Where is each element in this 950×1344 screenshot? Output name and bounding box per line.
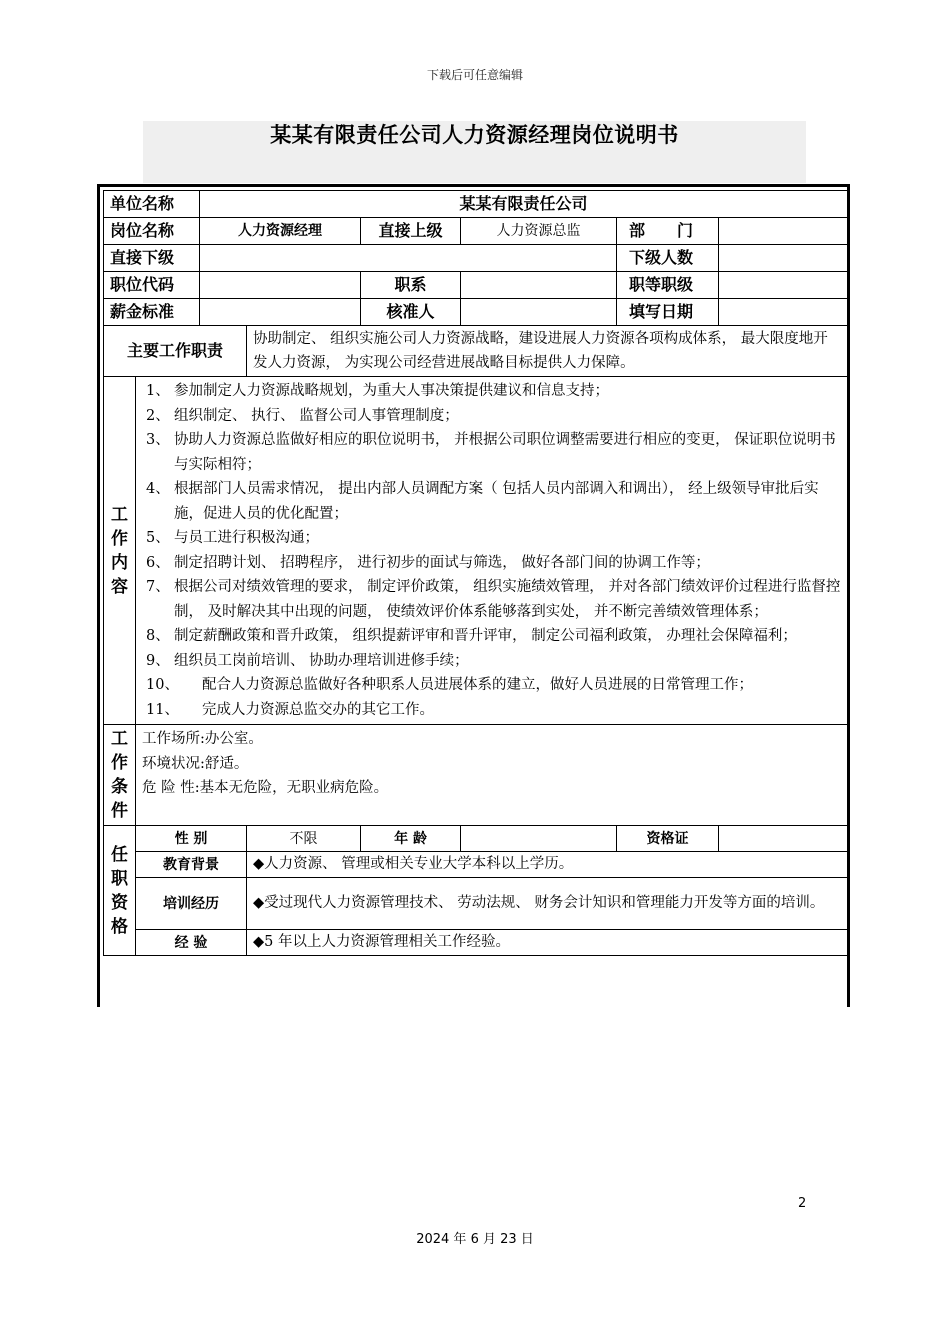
code-value [200, 272, 361, 299]
row-work-content [104, 377, 848, 725]
cert-label: 资格证 [617, 826, 719, 852]
gender-value: 不限 [247, 826, 361, 852]
row-conditions [104, 725, 848, 826]
salary-label: 薪金标准 [104, 299, 200, 326]
date-value [719, 299, 848, 326]
row-code [104, 272, 848, 299]
superior-value: 人力资源总监 [461, 218, 617, 245]
age-label: 年 龄 [361, 826, 461, 852]
subordinate-label: 直接下级 [104, 245, 200, 272]
conditions-label: 工 作 条 件 [104, 725, 136, 826]
position-value: 人力资源经理 [200, 218, 361, 245]
list-item: 1、 参加制定人力资源战略规划，为重大人事决策提供建议和信息支持； [146, 383, 609, 399]
work-content-label: 工 作 内 容 [104, 377, 136, 725]
job-description-table [103, 190, 848, 956]
row-subordinate [104, 245, 848, 272]
page-title: 某某有限责任公司人力资源经理岗位说明书 [270, 123, 679, 147]
unit-value: 某某有限责任公司 [200, 191, 848, 218]
list-item: 3、 协助人力资源总监做好相应的职位说明书， 并根据公司职位调整需要进行相应的变更， 保证职位说明书与实际相符； [146, 432, 836, 473]
sub-count-value [719, 245, 848, 272]
row-unit [104, 191, 848, 218]
work-content-list [136, 377, 848, 725]
row-experience [104, 930, 848, 956]
list-item: 5、 与员工进行积极沟通； [146, 530, 319, 546]
code-label: 职位代码 [104, 272, 200, 299]
conditions-text: 工作场所:办公室。 环境状况:舒适。 危 险 性:基本无危险，无职业病危险。 [136, 725, 848, 826]
list-item: 8、 制定薪酬政策和晋升政策， 组织提薪评审和晋升评审， 制定公司福利政策， 办理社会保障福利； [146, 628, 797, 644]
main-duty-label: 主要工作职责 [104, 326, 247, 377]
list-item: 9、 组织员工岗前培训、 协助办理培训进修手续； [146, 652, 469, 669]
list-item: 2、 组织制定、 执行、 监督公司人事管理制度； [146, 407, 459, 424]
unit-label: 单位名称 [104, 191, 200, 218]
page-number: 2 [798, 1196, 807, 1211]
grade-value [719, 272, 848, 299]
row-education [104, 852, 848, 878]
superior-label: 直接上级 [361, 218, 461, 245]
experience-value: ◆5 年以上人力资源管理相关工作经验。 [247, 930, 848, 956]
approver-label: 核准人 [361, 299, 461, 326]
position-label: 岗位名称 [104, 218, 200, 245]
experience-label: 经 验 [136, 930, 247, 956]
dept-label: 部 门 [617, 218, 719, 245]
row-position [104, 218, 848, 245]
list-item: 4、 根据部门人员需求情况， 提出内部人员调配方案（ 包括人员内部调入和调出）， 经上级领导审批后实施，促进人员的优化配置； [146, 481, 819, 522]
list-item: 10、 配合人力资源总监做好各种职系人员进展体系的建立，做好人员进展的日常管理工作； [146, 677, 753, 693]
footer-date: 2024 年 6 月 23 日 [416, 1232, 534, 1247]
date-label: 填写日期 [617, 299, 719, 326]
qualification-label: 任 职 资 格 [104, 826, 136, 956]
list-item: 6、 制定招聘计划、 招聘程序， 进行初步的面试与筛选， 做好各部门间的协调工作等； [146, 554, 710, 571]
main-duty-text: 协助制定、 组织实施公司人力资源战略，建设进展人力资源各项构成体系， 最大限度地开发人力资源， 为实现公司经营进展战略目标提供人力保障。 [247, 326, 848, 377]
education-value: ◆人力资源、 管理或相关专业大学本科以上学历。 [247, 852, 848, 878]
row-salary [104, 299, 848, 326]
gender-label: 性 别 [136, 826, 247, 852]
row-main-duty [104, 326, 848, 377]
list-item: 7、 根据公司对绩效管理的要求， 制定评价政策， 组织实施绩效管理， 并对各部门绩效评价过程进行监督控制， 及时解决其中出现的问题， 使绩效评价体系能够落到实处， 并不断完善绩效管理体系； [146, 579, 841, 620]
training-label: 培训经历 [136, 878, 247, 930]
sub-count-label: 下级人数 [617, 245, 719, 272]
training-value: ◆受过现代人力资源管理技术、 劳动法规、 财务会计知识和管理能力开发等方面的培训。 [247, 878, 848, 930]
approver-value [461, 299, 617, 326]
row-gender [104, 826, 848, 852]
series-label: 职系 [361, 272, 461, 299]
subordinate-value [200, 245, 617, 272]
salary-value [200, 299, 361, 326]
list-item: 11、 完成人力资源总监交办的其它工作。 [146, 701, 434, 718]
series-value [461, 272, 617, 299]
cert-value [719, 826, 848, 852]
header-note: 下载后可任意编辑 [426, 68, 523, 82]
age-value [461, 826, 617, 852]
education-label: 教育背景 [136, 852, 247, 878]
row-training [104, 878, 848, 930]
dept-value [719, 218, 848, 245]
grade-label: 职等职级 [617, 272, 719, 299]
